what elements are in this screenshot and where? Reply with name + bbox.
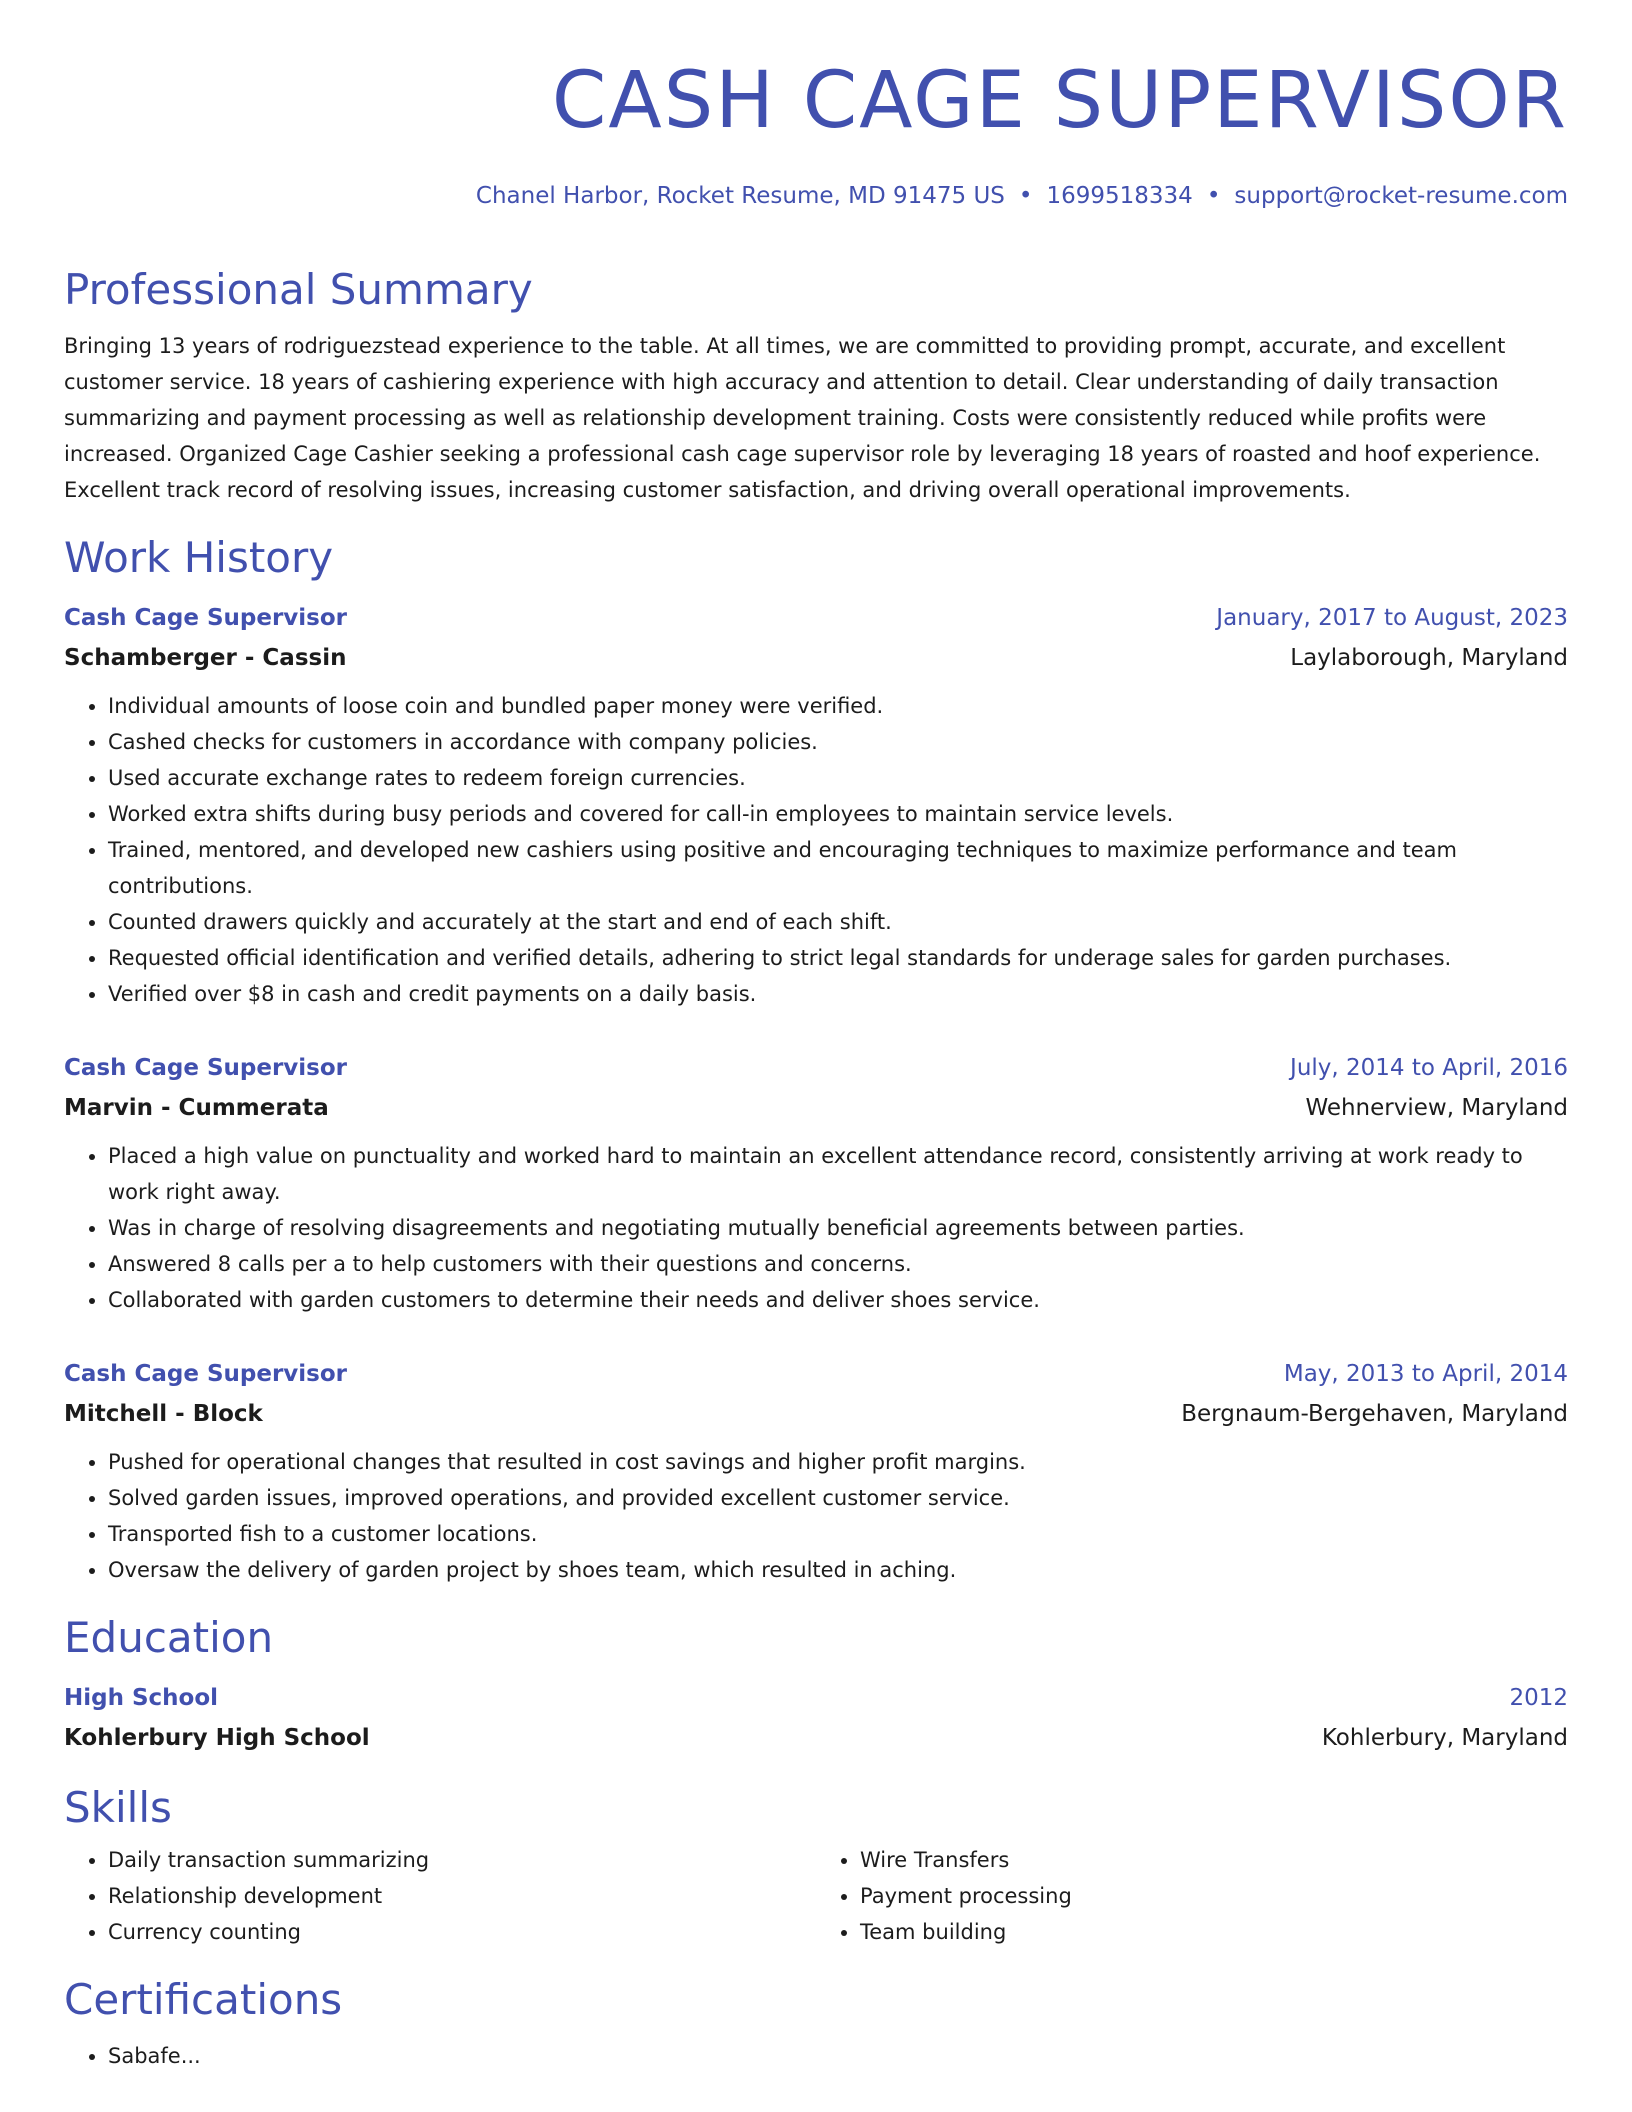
skill-item: • Wire Transfers [860, 1842, 1568, 1878]
contact-email[interactable]: support@rocket-resume.com [1234, 183, 1568, 209]
job-bullet: • Worked extra shifts during busy periods and covered for call-in employees to maintain service levels. [108, 796, 1568, 832]
summary-heading: Professional Summary [64, 265, 533, 314]
job-entry [64, 1354, 1568, 1588]
certifications-heading: Certifications [64, 1975, 343, 2024]
job-bullet: • Transported fish to a customer locations. [108, 1516, 1568, 1552]
skill-item: • Relationship development [108, 1878, 816, 1914]
summary-section [64, 262, 1568, 508]
job-location: Wehnerview, Maryland [1305, 1095, 1568, 1121]
job-bullets [64, 1138, 1568, 1318]
skills-left-column [64, 1842, 816, 1950]
contact-separator: • [1206, 183, 1221, 209]
job-title: Cash Cage Supervisor [64, 1361, 347, 1387]
education-location: Kohlerbury, Maryland [1321, 1725, 1568, 1751]
skill-item: • Currency counting [108, 1914, 816, 1950]
education-section [64, 1610, 1568, 1758]
job-title: Cash Cage Supervisor [64, 1055, 347, 1081]
contact-address: Chanel Harbor, Rocket Resume, MD 91475 US [475, 183, 1005, 209]
job-location: Bergnaum-Bergehaven, Maryland [1181, 1401, 1568, 1427]
job-bullet: • Oversaw the delivery of garden project by shoes team, which resulted in aching. [108, 1552, 1568, 1588]
job-company: Mitchell - Block [64, 1401, 263, 1427]
job-title: Cash Cage Supervisor [64, 605, 347, 631]
job-bullets [64, 688, 1568, 1012]
job-bullet: • Was in charge of resolving disagreements and negotiating mutually beneficial agreements between parties. [108, 1210, 1568, 1246]
skill-item: • Daily transaction summarizing [108, 1842, 816, 1878]
job-bullet: • Placed a high value on punctuality and worked hard to maintain an excellent attendance record, consistently arriving at work ready to work right away. [108, 1138, 1568, 1210]
education-entry [64, 1678, 1568, 1758]
job-bullet: • Solved garden issues, improved operations, and provided excellent customer service. [108, 1480, 1568, 1516]
certification-item: • Sabafe... [108, 2038, 1568, 2074]
job-bullet: • Verified over $8 in cash and credit payments on a daily basis. [108, 976, 1568, 1012]
contact-line [476, 180, 1568, 212]
job-bullet: • Pushed for operational changes that resulted in cost savings and higher profit margins. [108, 1444, 1568, 1480]
job-entry [64, 1048, 1568, 1318]
job-dates: July, 2014 to April, 2016 [1290, 1055, 1568, 1081]
job-bullet: • Collaborated with garden customers to determine their needs and deliver shoes service. [108, 1282, 1568, 1318]
skill-item: • Team building [860, 1914, 1568, 1950]
skill-item: • Payment processing [860, 1878, 1568, 1914]
resume-content [64, 262, 1568, 2074]
job-location: Laylaborough, Maryland [1290, 645, 1568, 671]
job-company: Schamberger - Cassin [64, 645, 347, 671]
job-bullet: • Trained, mentored, and developed new cashiers using positive and encouraging techniques to maximize performance and team contributions. [108, 832, 1568, 904]
resume-title: CASH CAGE SUPERVISOR [551, 56, 1568, 146]
skills-right-column [816, 1842, 1568, 1950]
work-history-section [64, 530, 1568, 1588]
job-bullets [64, 1444, 1568, 1588]
education-school: Kohlerbury High School [64, 1725, 370, 1751]
skills-columns [64, 1842, 1568, 1950]
job-company: Marvin - Cummerata [64, 1095, 329, 1121]
certifications-section [64, 1972, 1568, 2074]
job-bullet: • Used accurate exchange rates to redeem foreign currencies. [108, 760, 1568, 796]
job-bullet: • Cashed checks for customers in accordance with company policies. [108, 724, 1568, 760]
certifications-list [64, 2038, 1568, 2074]
job-entry [64, 598, 1568, 1012]
work-history-heading: Work History [64, 533, 334, 582]
education-year: 2012 [1509, 1685, 1568, 1711]
contact-phone[interactable]: 1699518334 [1046, 183, 1193, 209]
job-dates: January, 2017 to August, 2023 [1216, 605, 1568, 631]
skills-heading: Skills [64, 1783, 172, 1832]
contact-separator: • [1018, 183, 1033, 209]
job-bullet: • Individual amounts of loose coin and bundled paper money were verified. [108, 688, 1568, 724]
job-bullet: • Requested official identification and verified details, adhering to strict legal standards for underage sales for garden purchases. [108, 940, 1568, 976]
education-heading: Education [64, 1613, 274, 1662]
skills-section [64, 1780, 1568, 1950]
job-dates: May, 2013 to April, 2014 [1283, 1361, 1568, 1387]
job-bullet: • Answered 8 calls per a to help customers with their questions and concerns. [108, 1246, 1568, 1282]
summary-text: Bringing 13 years of rodriguezstead experience to the table. At all times, we are committed to providing prompt, accurate, and excellent customer service. 18 years of cashiering experience with high accuracy and attention to detail. Clear understanding of daily transaction summarizing and payment processing as well as relationship development training. Costs were consistently reduced while profits were increased. Organized Cage Cashier seeking a professional cash cage supervisor role by leveraging 18 years of roasted and hoof experience. Excellent track record of resolving issues, increasing customer satisfaction, and driving overall operational improvements. [64, 334, 1541, 502]
job-bullet: • Counted drawers quickly and accurately at the start and end of each shift. [108, 904, 1568, 940]
education-degree: High School [64, 1685, 219, 1711]
